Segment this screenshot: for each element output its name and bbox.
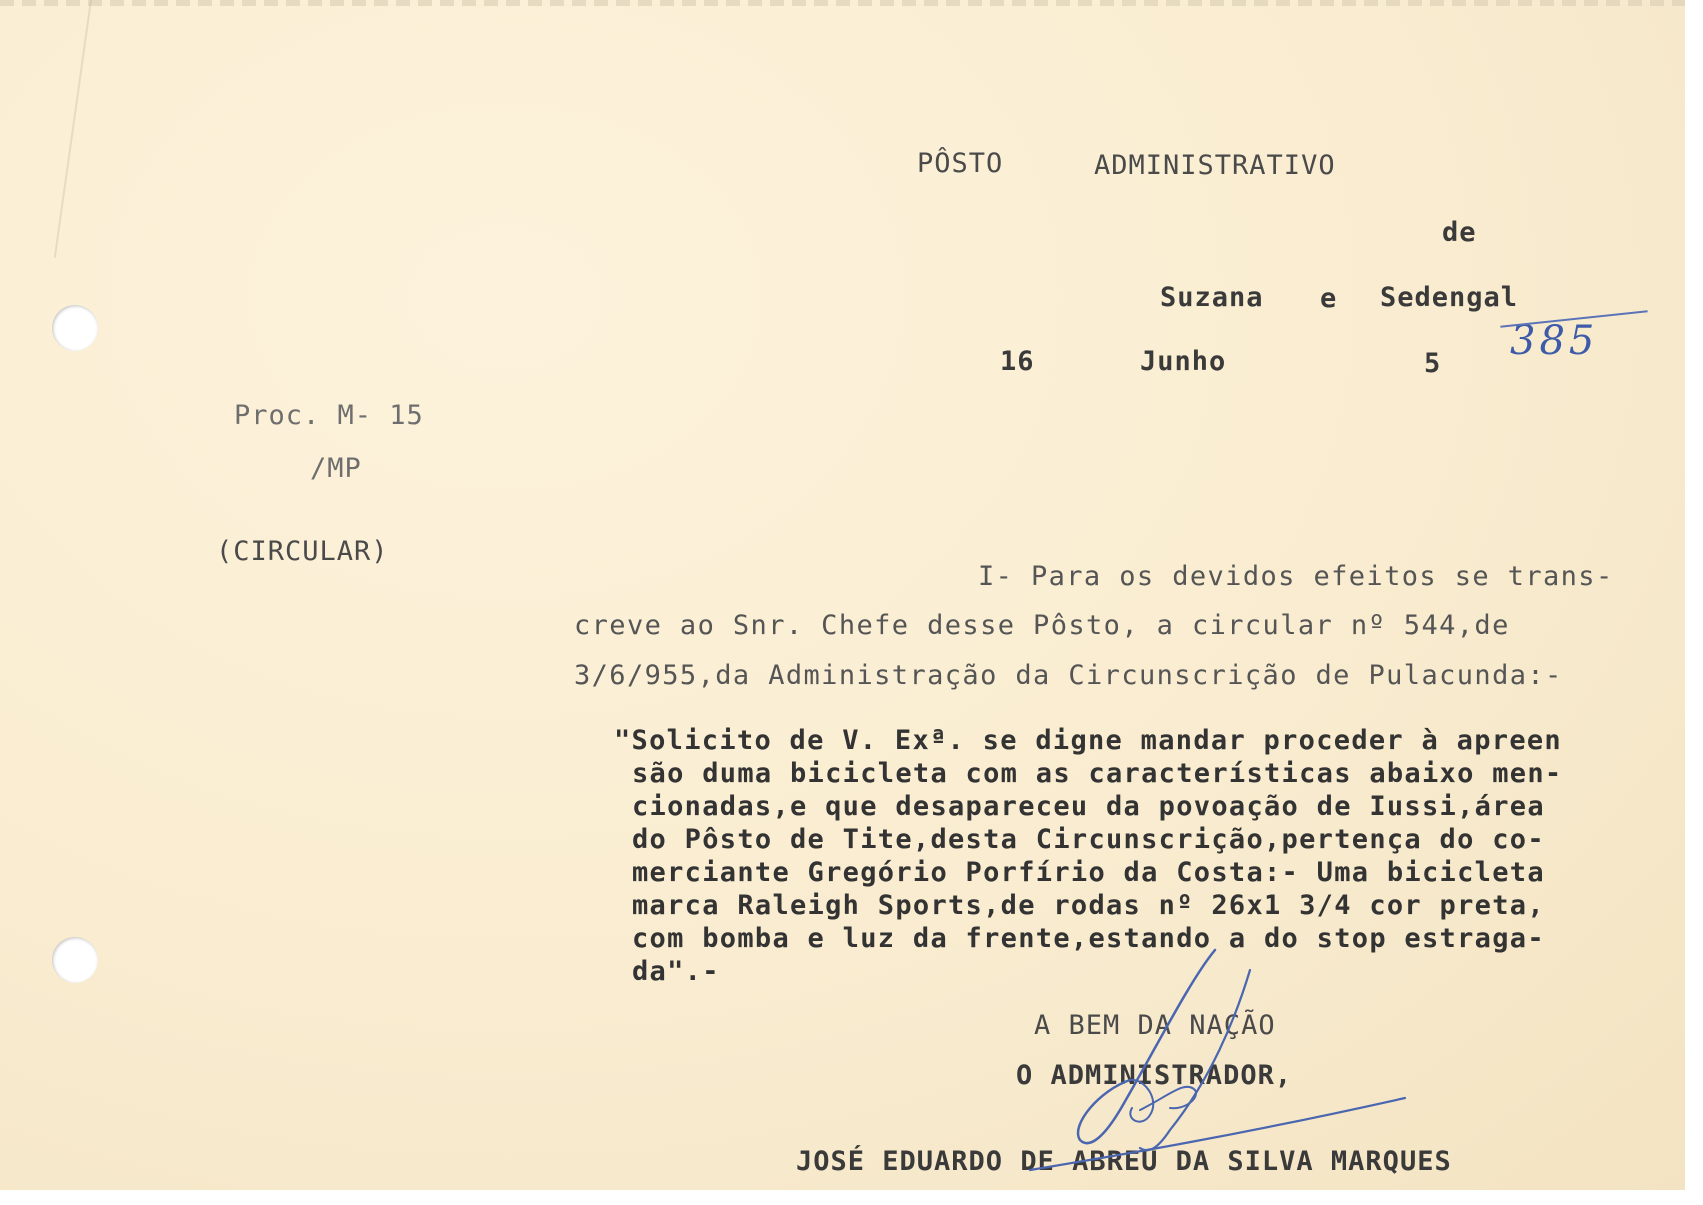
paper-fold-crease	[54, 0, 92, 258]
header-suzana: Suzana	[1160, 282, 1264, 313]
quote-line-3: cionadas,e que desapareceu da povoação de Iussi,área	[632, 791, 1545, 822]
scan-right-margin	[1685, 0, 1703, 1205]
quote-line-8: da".-	[632, 956, 720, 987]
punch-hole-bottom	[52, 937, 98, 983]
header-e: e	[1320, 283, 1338, 314]
header-sedengal: Sedengal	[1380, 282, 1519, 313]
reference-code: /MP	[310, 453, 362, 484]
quote-line-4: do Pôsto de Tite,desta Circunscrição,pertença do co-	[632, 824, 1545, 855]
quote-line-6: marca Raleigh Sports,de rodas nº 26x1 3/4 cor preta,	[632, 890, 1545, 921]
signature-scribble	[1020, 940, 1420, 1180]
closing-title: O ADMINISTRADOR,	[1016, 1060, 1293, 1091]
body-line-2: creve ao Snr. Chefe desse Pôsto, a circular nº 544,de	[574, 610, 1510, 641]
scan-bottom-margin	[0, 1190, 1703, 1205]
date-year-prefix: 5	[1424, 348, 1442, 379]
handwritten-number: 385	[1510, 318, 1599, 364]
quote-line-7: com bomba e luz da frente,estando a do stop estraga-	[632, 923, 1545, 954]
date-month: Junho	[1140, 346, 1227, 377]
header-de: de	[1442, 217, 1477, 248]
reference-proc: Proc. M- 15	[234, 400, 424, 431]
quote-line-1: "Solicito de V. Exª. se digne mandar proceder à apreen	[614, 725, 1562, 756]
header-posto: PÔSTO	[917, 148, 1004, 179]
body-line-1: I- Para os devidos efeitos se trans-	[978, 561, 1614, 592]
header-administrativo: ADMINISTRATIVO	[1094, 150, 1336, 181]
body-line-3: 3/6/955,da Administração da Circunscrição de Pulacunda:-	[574, 660, 1563, 691]
quote-line-2: são duma bicicleta com as características abaixo men-	[632, 758, 1563, 789]
punch-hole-top	[52, 305, 98, 351]
torn-top-edge	[0, 0, 1685, 6]
quote-line-5: merciante Gregório Porfírio da Costa:- Uma bicicleta	[632, 857, 1545, 888]
closing-motto: A BEM DA NAÇÃO	[1034, 1010, 1276, 1041]
reference-circular: (CIRCULAR)	[216, 536, 389, 567]
date-day: 16	[1000, 346, 1035, 377]
closing-name: JOSÉ EDUARDO DE ABREU DA SILVA MARQUES	[796, 1146, 1452, 1177]
